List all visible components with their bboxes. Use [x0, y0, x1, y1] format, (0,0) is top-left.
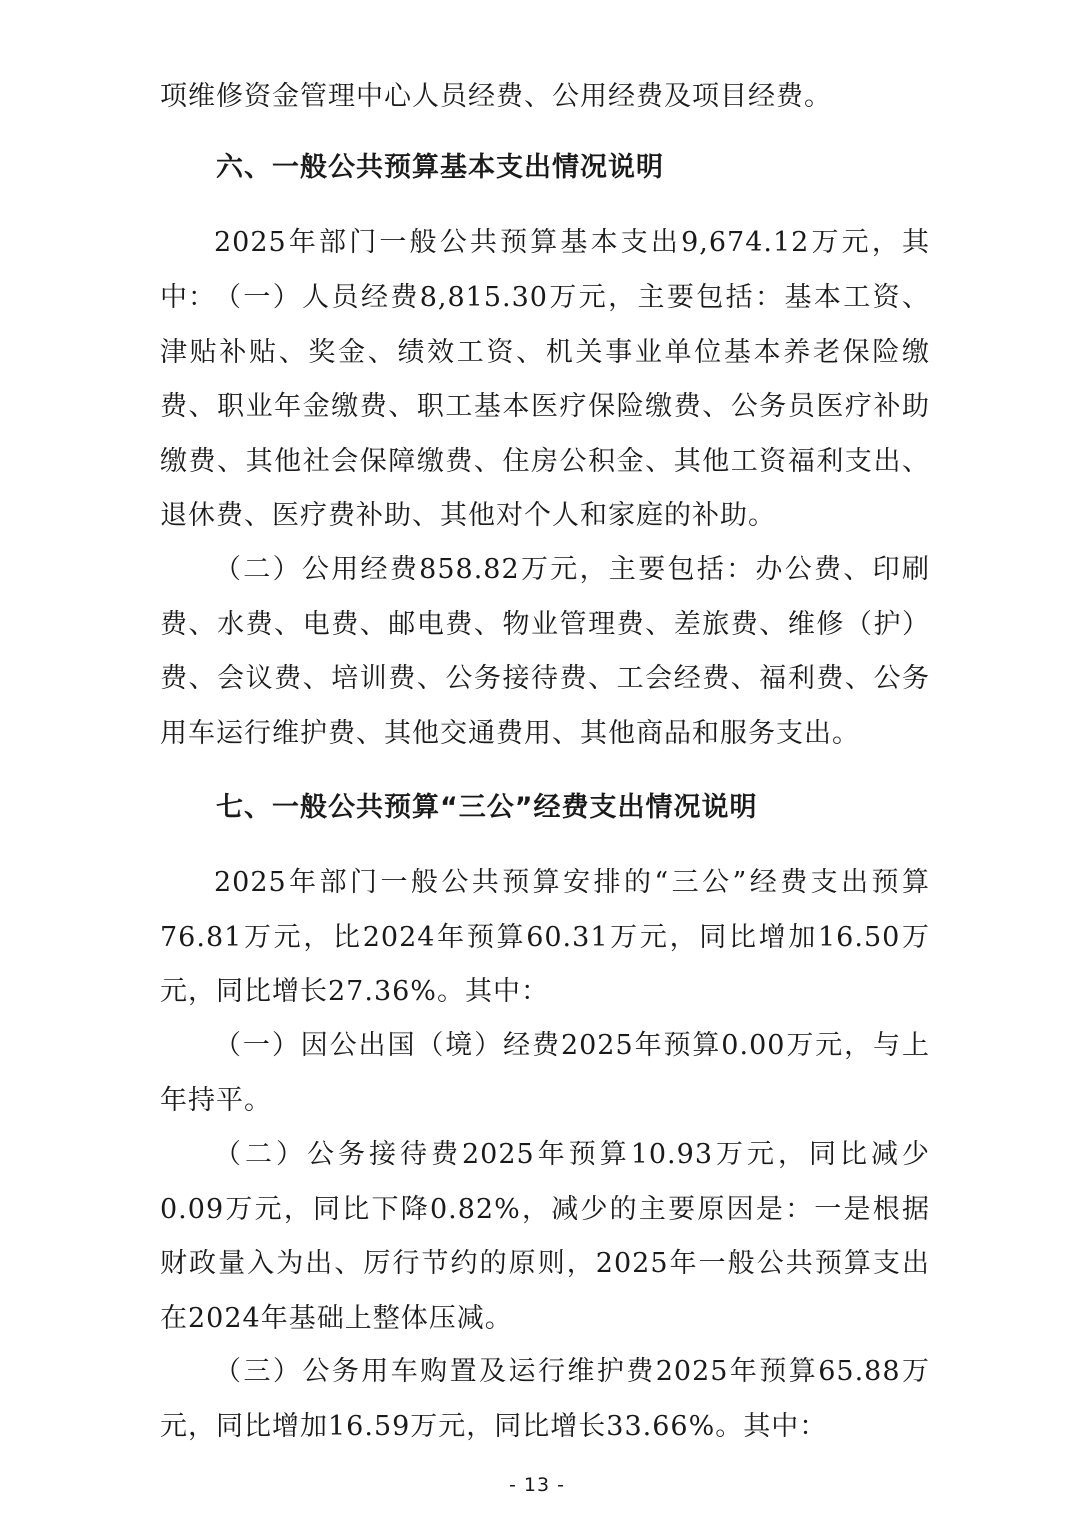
paragraph-three-public-intro: 2025年部门一般公共预算安排的“三公”经费支出预算76.81万元，比2024年预算60.31万元，同比增加16.50万元，同比增长27.36%。其中： [160, 867, 930, 1007]
page-number: - 13 - [509, 1474, 565, 1496]
paragraph-basic-expenditure-intro: 2025年部门一般公共预算基本支出9,674.12万元，其中： [160, 227, 930, 313]
section-heading-6: 六、一般公共预算基本支出情况说明 [216, 152, 664, 183]
paragraph-vehicle-expenses: （三）公务用车购置及运行维护费2025年预算65.88万元，同比增加16.59万元，同比增长33.66%。其中： [160, 1356, 930, 1442]
section-heading-7: 七、一般公共预算“三公”经费支出情况说明 [216, 792, 758, 823]
paragraph-overseas-expenses: （一）因公出国（境）经费2025年预算0.00万元，与上年持平。 [160, 1030, 930, 1116]
paragraph-continuation: 项维修资金管理中心人员经费、公用经费及项目经费。 [160, 81, 832, 112]
paragraph-reception-expenses: （二）公务接待费2025年预算10.93万元，同比减少0.09万元，同比下降0.82%，减少的主要原因是：一是根据财政量入为出、厉行节约的原则，2025年一般公共预算支出在2024年基础上整体压减。 [160, 1139, 930, 1334]
paragraph-personnel-expenses: （一）人员经费8,815.30万元，主要包括：基本工资、津贴补贴、奖金、绩效工资、机关事业单位基本养老保险缴费、职业年金缴费、职工基本医疗保险缴费、公务员医疗补助缴费、其他社会保障缴费、住房公积金、其他工资福利支出、退休费、医疗费补助、其他对个人和家庭的补助。 [160, 282, 930, 531]
paragraph-public-expenses: （二）公用经费858.82万元，主要包括：办公费、印刷费、水费、电费、邮电费、物业管理费、差旅费、维修（护）费、会议费、培训费、公务接待费、工会经费、福利费、公务用车运行维护费、其他交通费用、其他商品和服务支出。 [160, 554, 930, 749]
